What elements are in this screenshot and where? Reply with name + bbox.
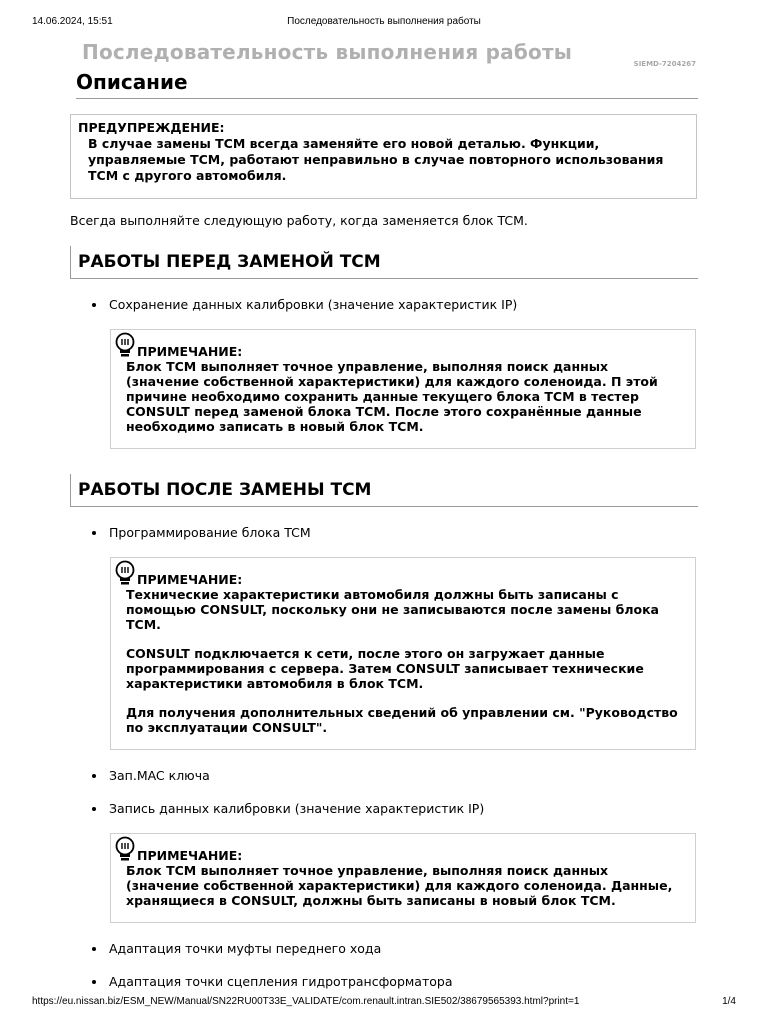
print-url-link[interactable]: https://eu.nissan.biz/ESM_NEW/Manual/SN22RU00T33E_VALIDATE/com.renault.intran.SIE502/38679565393.html?print=1 <box>32 996 580 1007</box>
note-paragraph: CONSULT подключается к сети, после этого он загружает данные программирования с сервера. Затем CONSULT записывает технические характеристики автомобиля в блок TCM. <box>126 646 644 691</box>
list-item <box>92 801 698 816</box>
list-item-text: Адаптация точки муфты переднего хода <box>109 941 382 956</box>
list-item <box>92 974 698 989</box>
warning-title: ПРЕДУПРЕЖДЕНИЕ: <box>78 120 225 135</box>
section-heading-before: РАБОТЫ ПЕРЕД ЗАМЕНОЙ TCM <box>70 246 698 279</box>
list-item-text: Адаптация точки сцепления гидротрансформатора <box>109 974 453 989</box>
print-page-title: Последовательность выполнения работы <box>287 16 481 27</box>
note-title: ПРИМЕЧАНИЕ: <box>137 344 243 359</box>
bullet-dot <box>92 303 96 307</box>
bullet-dot <box>92 807 96 811</box>
section-title-description: Описание <box>76 70 698 99</box>
note-title: ПРИМЕЧАНИЕ: <box>137 848 243 863</box>
note-paragraph: Для получения дополнительных сведений об управлении см. "Руководство по эксплуатации CONSULT". <box>126 705 678 735</box>
intro-text: Всегда выполняйте следующую работу, когда заменяется блок TCM. <box>70 213 528 228</box>
print-datetime: 14.06.2024, 15:51 <box>32 16 113 27</box>
bullet-dot <box>92 980 96 984</box>
note-paragraph: Блок TCM выполняет точное управление, выполняя поиск данных (значение собственной характеристики) для каждого соленоида. П этой причине необходимо сохранить данные текущего блока TCM в тестер CONSULT перед заменой блока TCM. После этого сохранённые данные необходимо записать в новый блок TCM. <box>126 359 658 434</box>
lightbulb-icon <box>114 836 136 862</box>
note-text <box>115 863 685 908</box>
list-item <box>92 768 698 783</box>
warning-box <box>70 114 697 199</box>
document-content <box>70 36 698 989</box>
note-text <box>115 587 685 735</box>
note-box <box>110 833 696 923</box>
page-number: 1/4 <box>722 996 736 1007</box>
note-box <box>110 329 696 449</box>
document-title: Последовательность выполнения работы <box>82 40 573 64</box>
bullet-dot <box>92 531 96 535</box>
document-code: SIEMD-7204267 <box>633 60 696 68</box>
note-text <box>115 359 685 434</box>
note-paragraph: Технические характеристики автомобиля должны быть записаны с помощью CONSULT, поскольку они не записываются после замены блока TCM. <box>126 587 659 632</box>
section-heading-after: РАБОТЫ ПОСЛЕ ЗАМЕНЫ TCM <box>70 474 698 507</box>
list-item-text: Программирование блока TCM <box>109 525 311 540</box>
note-paragraph: Блок TCM выполняет точное управление, выполняя поиск данных (значение собственной характеристики) для каждого соленоида. Данные, хранящиеся в CONSULT, должны быть записаны в новый блок TCM. <box>126 863 673 908</box>
list-item <box>92 297 698 312</box>
list-item-text: Зап.MAC ключа <box>109 768 210 783</box>
lightbulb-icon <box>114 560 136 586</box>
note-box <box>110 557 696 750</box>
bullet-dot <box>92 774 96 778</box>
print-footer <box>32 996 736 1010</box>
note-title: ПРИМЕЧАНИЕ: <box>137 572 243 587</box>
list-item <box>92 525 698 540</box>
list-item <box>92 941 698 956</box>
lightbulb-icon <box>114 332 136 358</box>
print-header <box>32 16 736 30</box>
bullet-dot <box>92 947 96 951</box>
list-item-text: Запись данных калибровки (значение характеристик IP) <box>109 801 485 816</box>
warning-text: В случае замены TCM всегда заменяйте его новой деталью. Функции, управляемые TCM, работают неправильно в случае повторного использования TCM с другого автомобиля. <box>88 136 664 183</box>
list-item-text: Сохранение данных калибровки (значение характеристик IP) <box>109 297 518 312</box>
